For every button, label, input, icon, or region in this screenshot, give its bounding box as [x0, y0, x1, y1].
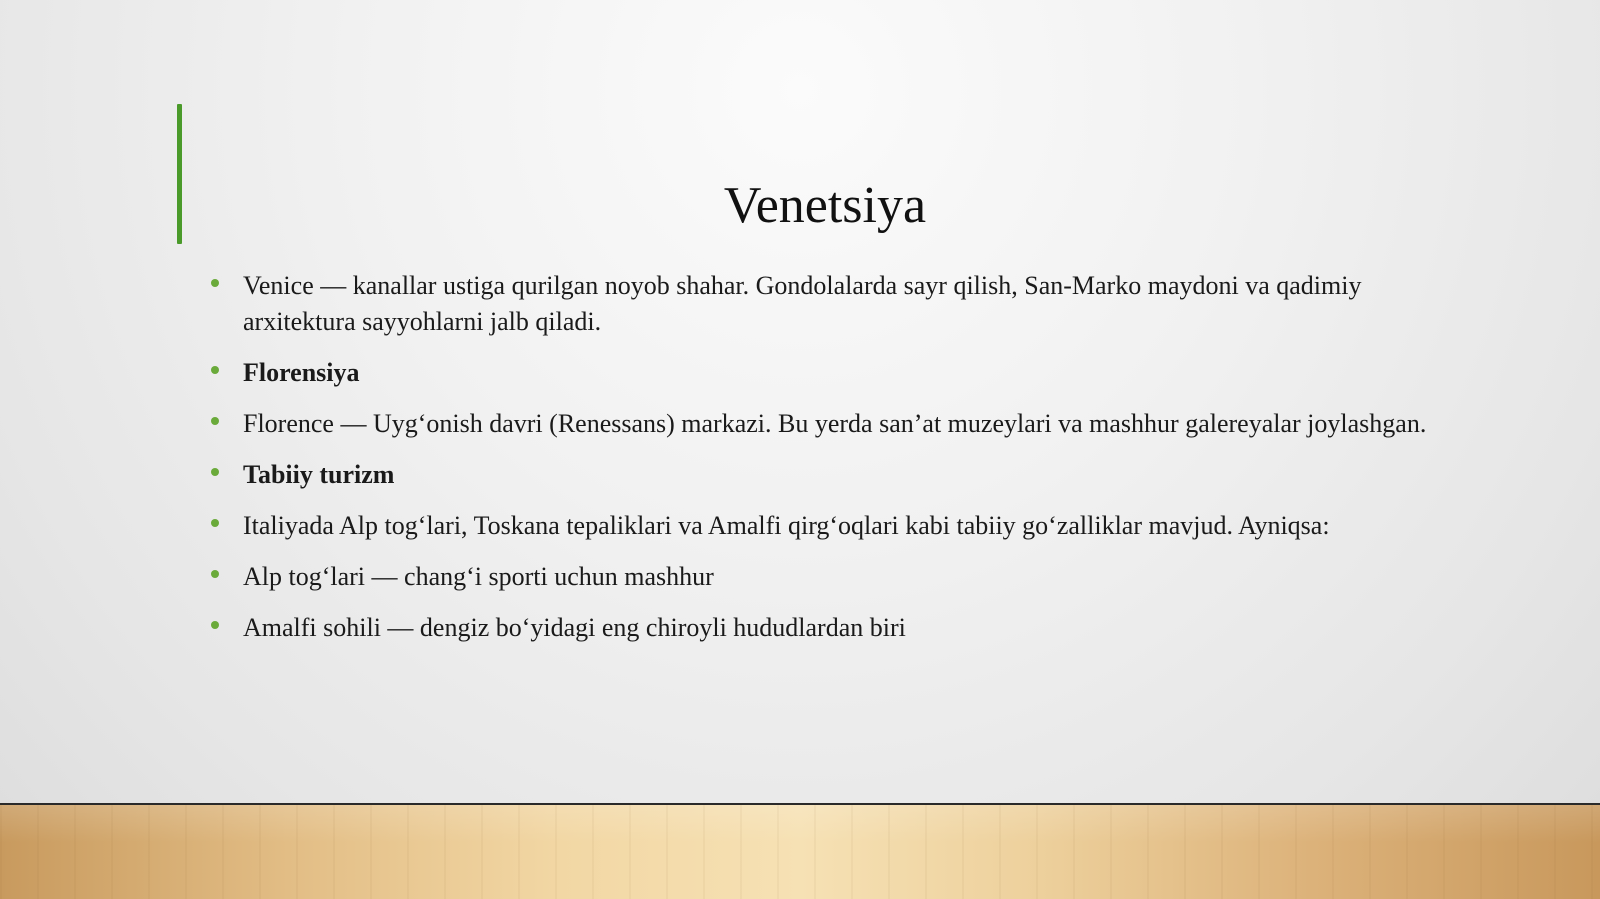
- bullet-icon: [211, 366, 219, 374]
- list-item-heading: [210, 457, 1440, 493]
- list-item-text: Venice — kanallar ustiga qurilgan noyob shahar. Gondolalarda sayr qilish, San-Marko maydoni va qadimiy arxitektura sayyohlarni jalb qiladi.: [243, 271, 1362, 336]
- list-item: [210, 406, 1440, 442]
- slide-title: Venetsiya: [723, 177, 927, 234]
- bullet-icon: [211, 621, 219, 629]
- list-item-text: Florence — Uyg‘onish davri (Renessans) markazi. Bu yerda san’at muzeylari va mashhur galereyalar joylashgan.: [243, 409, 1427, 438]
- list-item: [210, 559, 1440, 595]
- bullet-icon: [211, 468, 219, 476]
- list-item-heading: [210, 355, 1440, 391]
- list-item: [210, 610, 1440, 646]
- list-item-text: Amalfi sohili — dengiz bo‘yidagi eng chiroyli hududlardan biri: [243, 613, 906, 642]
- list-item: [210, 508, 1440, 544]
- bullet-icon: [211, 279, 219, 287]
- bullet-list: [210, 268, 1440, 661]
- list-item-text: Florensiya: [243, 358, 360, 387]
- list-item: [210, 268, 1440, 340]
- list-item-text: Tabiiy turizm: [243, 460, 395, 489]
- list-item-text: Alp tog‘lari — chang‘i sporti uchun mashhur: [243, 562, 714, 591]
- bullet-icon: [211, 570, 219, 578]
- wood-grain-overlay: [0, 805, 1600, 899]
- accent-bar: [177, 104, 182, 244]
- list-item-text: Italiyada Alp tog‘lari, Toskana tepaliklari va Amalfi qirg‘oqlari kabi tabiiy go‘zalliklar mavjud. Ayniqsa:: [243, 511, 1330, 540]
- bullet-icon: [211, 417, 219, 425]
- bullet-icon: [211, 519, 219, 527]
